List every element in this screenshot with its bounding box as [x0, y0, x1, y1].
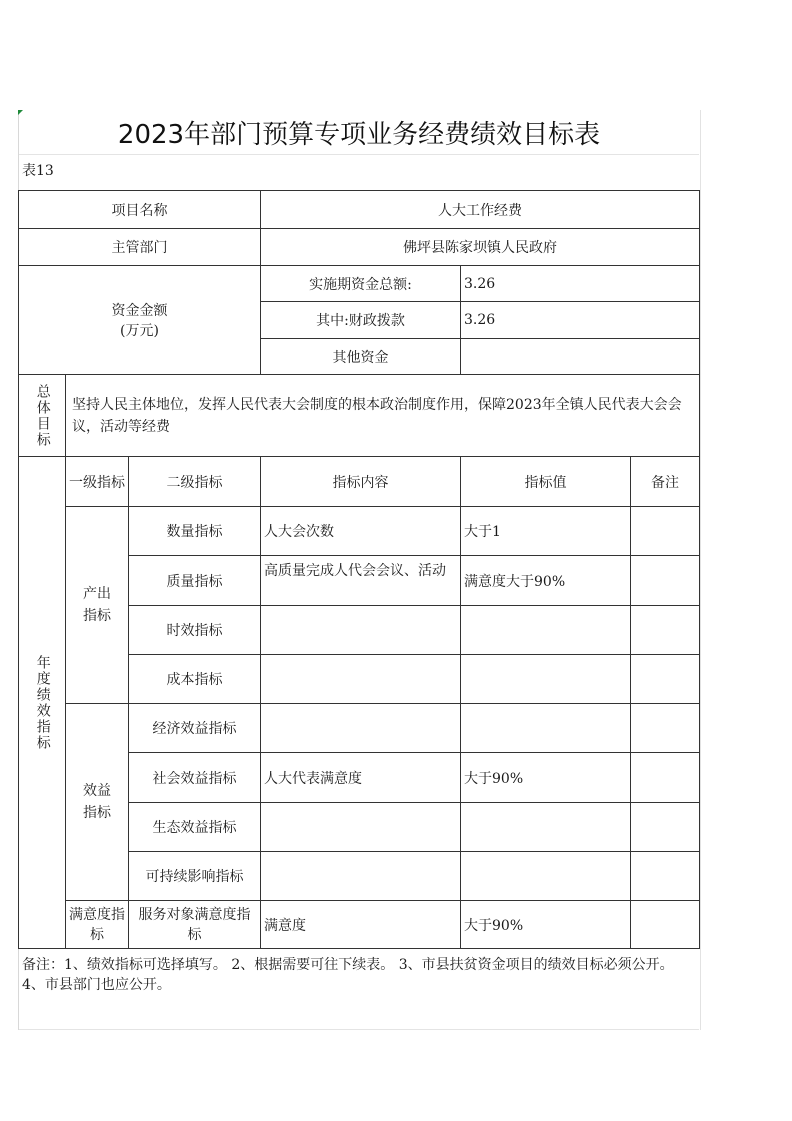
value-cell[interactable]	[461, 852, 631, 901]
level2-cell: 质量指标	[129, 556, 261, 606]
gridline	[19, 1029, 699, 1030]
level2-cell: 经济效益指标	[129, 704, 261, 753]
content-cell[interactable]	[261, 606, 461, 655]
level2-cell	[129, 901, 261, 949]
group-output-label: 产出指标	[83, 586, 111, 624]
dept-value[interactable]: 佛坪县陈家坝镇人民政府	[261, 229, 700, 266]
value-cell[interactable]: 大于90%	[461, 901, 631, 949]
group-benefit	[66, 704, 129, 901]
note-cell[interactable]	[631, 803, 700, 852]
header-note: 备注	[631, 457, 700, 507]
other-funds-label: 其他资金	[261, 339, 461, 375]
footnote-line: 4、市县部门也应公开。	[22, 977, 171, 993]
level2-cell: 数量指标	[129, 507, 261, 556]
annual-indicators-label-cell	[19, 457, 66, 949]
group-benefit-label: 效益指标	[83, 783, 111, 821]
value-cell[interactable]	[461, 606, 631, 655]
table-row	[19, 507, 700, 556]
level2-label: 服务对象满意度指标	[138, 906, 251, 943]
overall-goal-label: 总体目标	[34, 383, 51, 448]
group-satisfaction-label: 满意度指标	[69, 906, 125, 943]
note-cell[interactable]	[631, 556, 700, 606]
content-cell[interactable]: 人大代表满意度	[261, 753, 461, 803]
group-output	[66, 507, 129, 704]
note-cell[interactable]	[631, 704, 700, 753]
footnotes	[22, 955, 694, 995]
overall-goal-label-cell	[19, 375, 66, 457]
content-cell[interactable]: 人大会次数	[261, 507, 461, 556]
project-name-value[interactable]: 人大工作经费	[261, 191, 700, 229]
value-cell[interactable]	[461, 704, 631, 753]
total-funds-label: 实施期资金总额:	[261, 266, 461, 302]
project-name-label: 项目名称	[19, 191, 261, 229]
funds-label-cell	[19, 266, 261, 375]
value-cell[interactable]: 大于90%	[461, 753, 631, 803]
header-level1: 一级指标	[66, 457, 129, 507]
level2-cell: 成本指标	[129, 655, 261, 704]
content-cell[interactable]: 高质量完成人代会会议、活动	[261, 556, 461, 606]
funds-label: 资金金额	[111, 303, 168, 319]
value-cell[interactable]: 满意度大于90%	[461, 556, 631, 606]
table-row	[19, 704, 700, 753]
funds-unit: (万元)	[120, 323, 159, 339]
total-funds-value[interactable]: 3.26	[461, 266, 700, 302]
table-number: 表13	[22, 163, 54, 179]
content-cell[interactable]	[261, 803, 461, 852]
other-funds-value[interactable]	[461, 339, 700, 375]
table-row	[19, 191, 700, 229]
header-value: 指标值	[461, 457, 631, 507]
header-content: 指标内容	[261, 457, 461, 507]
level2-cell: 生态效益指标	[129, 803, 261, 852]
fiscal-funds-value[interactable]: 3.26	[461, 302, 700, 339]
table-row	[19, 266, 700, 302]
note-cell[interactable]	[631, 753, 700, 803]
value-cell[interactable]: 大于1	[461, 507, 631, 556]
content-cell[interactable]	[261, 704, 461, 753]
note-cell[interactable]	[631, 901, 700, 949]
table-row	[19, 457, 700, 507]
note-cell[interactable]	[631, 507, 700, 556]
level2-cell: 时效指标	[129, 606, 261, 655]
note-cell[interactable]	[631, 606, 700, 655]
note-cell[interactable]	[631, 655, 700, 704]
note-cell[interactable]	[631, 852, 700, 901]
performance-table	[18, 190, 700, 949]
content-cell[interactable]	[261, 655, 461, 704]
table-row	[19, 901, 700, 949]
value-cell[interactable]	[461, 803, 631, 852]
annual-indicators-label: 年度绩效指标	[34, 654, 51, 751]
page-title: 2023年部门预算专项业务经费绩效目标表	[117, 120, 601, 150]
header-level2: 二级指标	[129, 457, 261, 507]
value-cell[interactable]	[461, 655, 631, 704]
table-row	[19, 229, 700, 266]
footnote-line: 备注：1、绩效指标可选择填写。 2、根据需要可往下续表。 3、市县扶贫资金项目的绩效目标必须公开。	[22, 957, 674, 973]
group-satisfaction	[66, 901, 129, 949]
level2-cell: 可持续影响指标	[129, 852, 261, 901]
overall-goal-text[interactable]: 坚持人民主体地位，发挥人民代表大会制度的根本政治制度作用，保障2023年全镇人民代表大会会议，活动等经费	[66, 375, 700, 457]
table-row	[19, 375, 700, 457]
fiscal-funds-label: 其中:财政拨款	[261, 302, 461, 339]
content-cell[interactable]	[261, 852, 461, 901]
content-cell[interactable]: 满意度	[261, 901, 461, 949]
dept-label: 主管部门	[19, 229, 261, 266]
level2-cell: 社会效益指标	[129, 753, 261, 803]
